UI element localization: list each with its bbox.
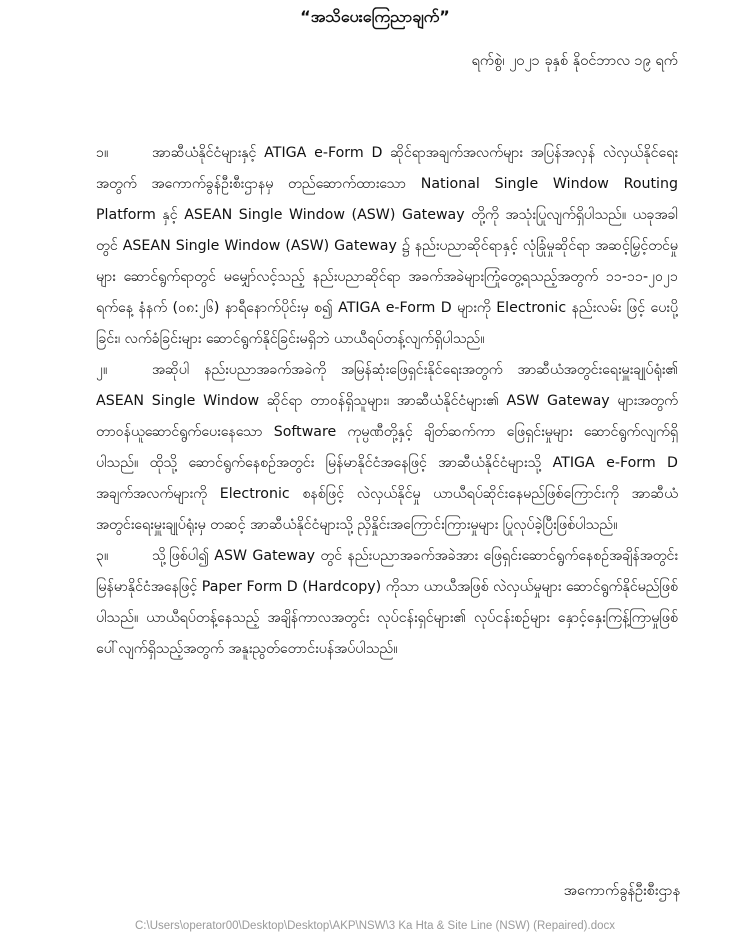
paragraph-2 [96,355,678,541]
paragraph-number: ၂။ [96,362,108,378]
paragraph-number: ၃။ [96,548,109,564]
paragraph-1 [96,138,678,355]
paragraph-text: အာဆီယံနိုင်ငံများနှင့် ATIGA e-Form D ဆိုင်ရာအချက်အလက်များ အပြန်အလှန် လဲလှယ်နိုင်ရေးအတွက် အကောက်ခွန်ဦးစီးဌာနမှ တည်ဆောက်ထားသော National Single Window Routing Platform နှင့် ASEAN Single Window (ASW) Gateway တို့ကို အသုံးပြုလျက်ရှိပါသည်။ ယခုအခါတွင် ASEAN Single Window (ASW) Gateway ၌ နည်းပညာဆိုင်ရာနှင့် လုံခြုံမှုဆိုင်ရာ အဆင့်မြှင့်တင်မှုများ ဆောင်ရွက်ရာတွင် မမျှော်လင့်သည့် နည်းပညာဆိုင်ရာ အခက်အခဲများကြုံတွေ့ရသည့်အတွက် ၁၁-၁၁-၂၀၂၁ ရက်နေ့ နံနက် (၀၈:၂၆) နာရီနောက်ပိုင်းမှ စ၍ ATIGA e-Form D များကို Electronic နည်းလမ်း ဖြင့် ပေးပို့ခြင်း၊ လက်ခံခြင်းများ ဆောင်ရွက်နိုင်ခြင်းမရှိဘဲ ယာယီရပ်တန့်လျက်ရှိပါသည်။ [96,145,678,347]
document-title: “အသိပေးကြေညာချက်” [300,7,450,26]
file-path-footer: C:\Users\operator00\Desktop\Desktop\AKP\NSW\3 Ka Hta & Site Line (NSW) (Repaired).docx [135,920,615,932]
document-body [96,138,678,665]
date-line: ရက်စွဲ၊ ၂၀၂၁ ခုနှစ် နိုဝင်ဘာလ ၁၉ ရက် [471,53,678,69]
paragraph-text: အဆိုပါ နည်းပညာအခက်အခဲကို အမြန်ဆုံးဖြေရှင်းနိုင်ရေးအတွက် အာဆီယံအတွင်းရေးမှူးချုပ်ရုံး၏ ASEAN Single Window ဆိုင်ရာ တာဝန်ရှိသူများ၊ အာဆီယံနိုင်ငံများ၏ ASW Gateway များအတွက် တာဝန်ယူဆောင်ရွက်ပေးနေသော Software ကုမ္ပဏီတို့နှင့် ချိတ်ဆက်ကာ ဖြေရှင်းမှုများ ဆောင်ရွက်လျက်ရှိပါသည်။ ထိုသို့ ဆောင်ရွက်နေစဉ်အတွင်း မြန်မာနိုင်ငံအနေဖြင့် အာဆီယံနိုင်ငံများသို့ ATIGA e-Form D အချက်အလက်များကို Electronic စနစ်ဖြင့် လဲလှယ်နိုင်မှု ယာယီရပ်ဆိုင်းနေမည်ဖြစ်ကြောင်းကို အာဆီယံအတွင်းရေးမှူးချုပ်ရုံးမှ တဆင့် အာဆီယံနိုင်ငံများသို့ ညှိနှိုင်းအကြောင်းကြားမှုများ ပြုလုပ်ခဲ့ပြီးဖြစ်ပါသည်။ [96,362,678,533]
signature-department: အကောက်ခွန်ဦးစီးဌာန [563,883,680,899]
paragraph-text: သို့ဖြစ်ပါ၍ ASW Gateway တွင် နည်းပညာအခက်အခဲအား ဖြေရှင်းဆောင်ရွက်နေစဉ်အချိန်အတွင်း မြန်မာနိုင်ငံအနေဖြင့် Paper Form D (Hardcopy) ကိုသာ ယာယီအဖြစ် လဲလှယ်မှုများ ဆောင်ရွက်နိုင်မည်ဖြစ်ပါသည်။ ယာယီရပ်တန့်နေသည့် အချိန်ကာလအတွင်း လုပ်ငန်းရှင်များ၏ လုပ်ငန်းစဉ်များ နှောင့်နှေးကြန့်ကြာမှုဖြစ်ပေါ်လျက်ရှိသည့်အတွက် အနူးညွတ်တောင်းပန်အပ်ပါသည်။ [96,548,678,657]
paragraph-3 [96,541,678,665]
paragraph-number: ၁။ [96,145,109,161]
